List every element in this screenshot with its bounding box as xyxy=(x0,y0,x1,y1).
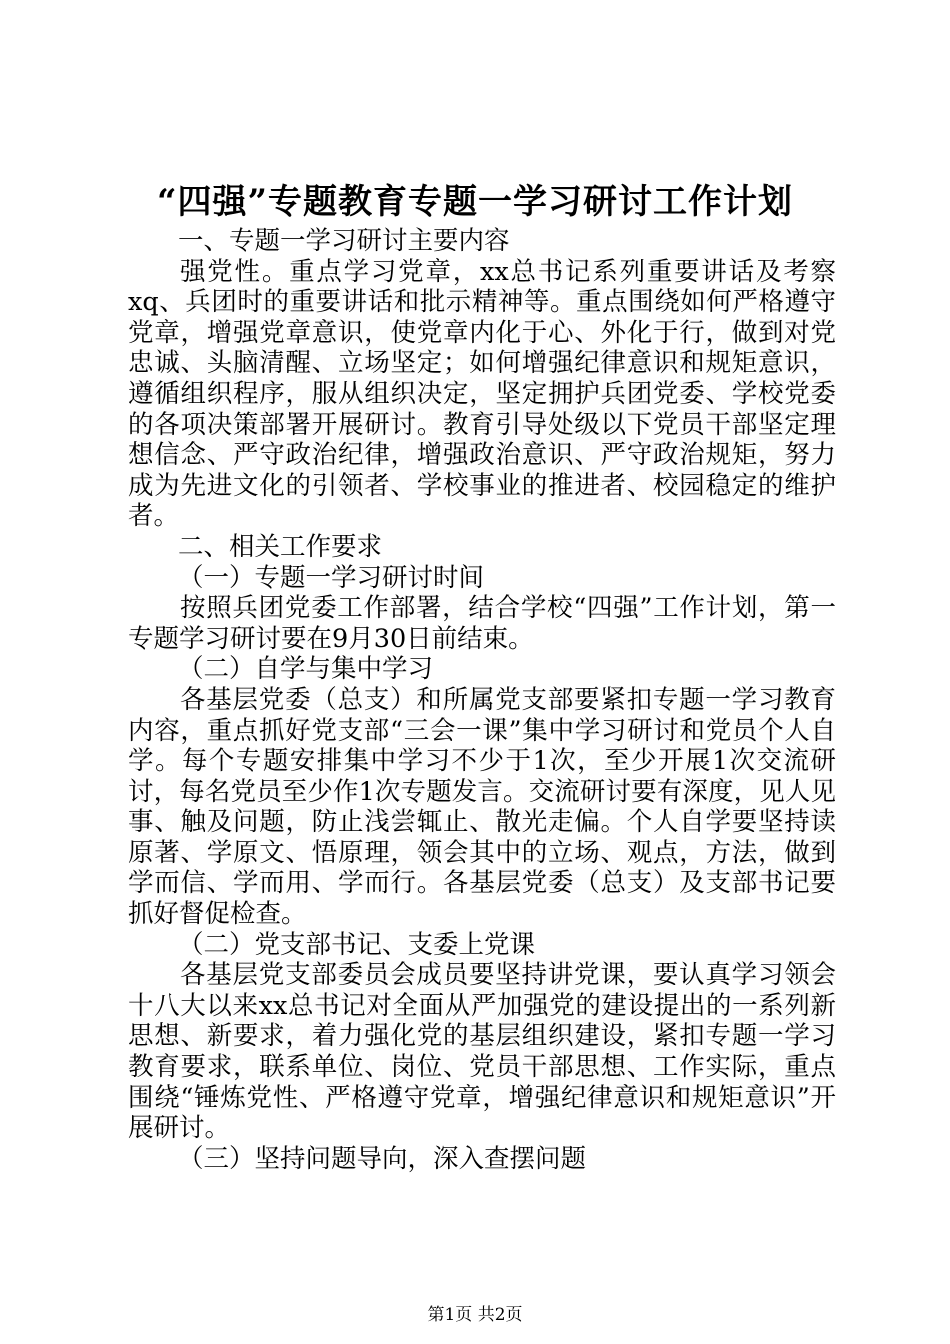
subheading-time: （一）专题一学习研讨时间 xyxy=(178,562,485,593)
paragraph-self-study: 各基层党委（总支）和所属党支部要紧扣专题一学习教育内容，重点抓好党支部“三会一课”集中学习研讨和党员个人自学。每个专题安排集中学习不少于1次，至少开展1次交流研讨，每名党员至少作1次专题发言。交流研讨要有深度，见人见事、触及问题，防止浅尝辄止、散光走偏。个人自学要坚持读原著、学原文、悟原理，领会其中的立场、观点，方法，做到学而信、学而用、学而行。各基层党委（总支）及支部书记要抓好督促检查。 xyxy=(128,684,836,930)
paragraph-party-lecture: 各基层党支部委员会成员要坚持讲党课，要认真学习领会十八大以来xx总书记对全面从严加强党的建设提出的一系列新思想、新要求，着力强化党的基层组织建设，紧扣专题一学习教育要求，联系单位、岗位、党员干部思想、工作实际，重点围绕“锤炼党性、严格遵守党章，增强纪律意识和规矩意识”开展研讨。 xyxy=(128,960,836,1144)
paragraph-time: 按照兵团党委工作部署，结合学校“四强”工作计划，第一专题学习研讨要在9月30日前结束。 xyxy=(128,593,836,654)
subheading-party-lecture: （二）党支部书记、支委上党课 xyxy=(178,929,536,960)
subheading-problem-oriented: （三）坚持问题导向，深入查摆问题 xyxy=(178,1143,587,1174)
subheading-self-study: （二）自学与集中学习 xyxy=(178,654,434,685)
section-heading-content: 一、专题一学习研讨主要内容 xyxy=(178,226,510,256)
document-title: “四强”专题教育专题一学习研讨工作计划 xyxy=(156,182,794,222)
paragraph-content: 强党性。重点学习党章，xx总书记系列重要讲话及考察xq、兵团时的重要讲话和批示精神等。重点围绕如何严格遵守党章，增强党章意识，使党章内化于心、外化于行，做到对党忠诚、头脑清醒、立场坚定；如何增强纪律意识和规矩意识，遵循组织程序，服从组织决定，坚定拥护兵团党委、学校党委的各项决策部署开展研讨。教育引导处级以下党员干部坚定理想信念、严守政治纪律，增强政治意识、严守政治规矩，努力成为先进文化的引领者、学校事业的推进者、校园稳定的维护者。 xyxy=(128,256,836,532)
section-heading-requirements: 二、相关工作要求 xyxy=(178,531,383,562)
page-footer: 第1页 共2页 xyxy=(427,1305,523,1325)
document-body xyxy=(128,226,836,1174)
